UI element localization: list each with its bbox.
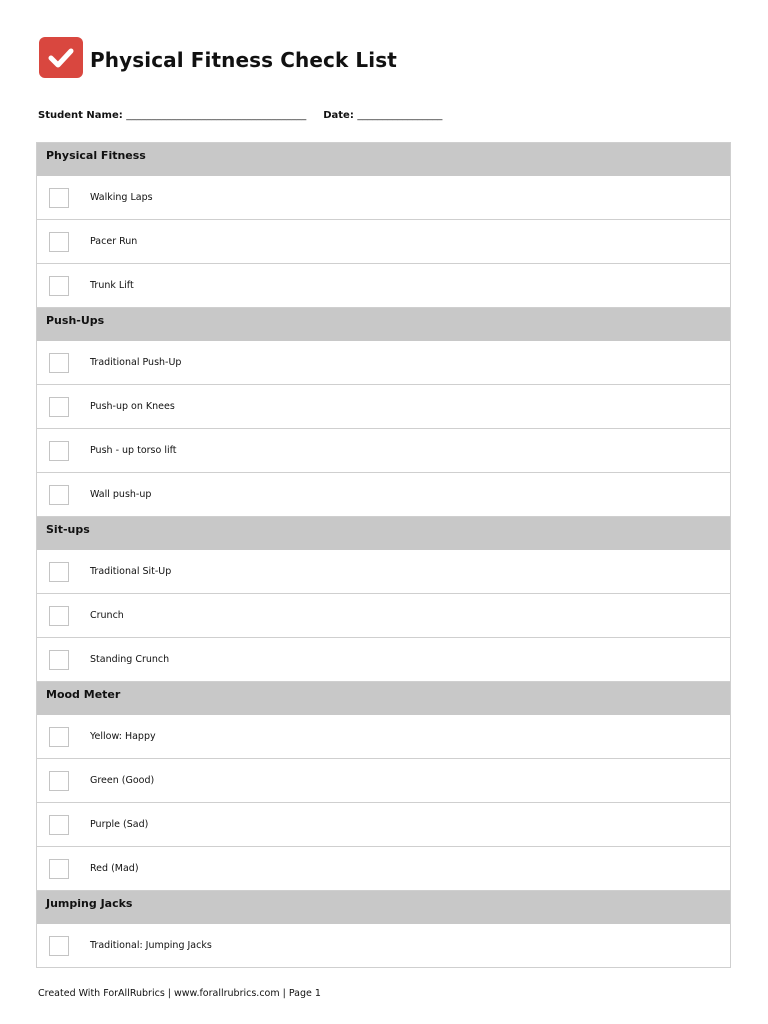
checklist-row (37, 715, 730, 759)
checklist-item-label: Standing Crunch (90, 654, 170, 665)
checkbox[interactable] (49, 441, 69, 461)
page-title: Physical Fitness Check List (90, 48, 397, 72)
checklist-row (37, 550, 730, 594)
checkbox[interactable] (49, 232, 69, 252)
checklist-item-label: Yellow: Happy (90, 731, 156, 742)
checklist-item-label: Crunch (90, 610, 124, 621)
student-name-label: Student Name: (38, 110, 123, 121)
checkbox[interactable] (49, 650, 69, 670)
section-header: Jumping Jacks (37, 891, 730, 924)
checkbox[interactable] (49, 397, 69, 417)
checklist-item-label: Traditional: Jumping Jacks (90, 940, 212, 951)
section-header: Push-Ups (37, 308, 730, 341)
meta-row (38, 110, 442, 121)
checklist-item-label: Walking Laps (90, 192, 153, 203)
checklist-row (37, 847, 730, 891)
section-header: Physical Fitness (37, 143, 730, 176)
checklist-row (37, 594, 730, 638)
checklist-row (37, 341, 730, 385)
section-header: Mood Meter (37, 682, 730, 715)
checklist-item-label: Push-up on Knees (90, 401, 175, 412)
checklist-table (36, 142, 731, 968)
checkbox[interactable] (49, 276, 69, 296)
checklist-item-label: Wall push-up (90, 489, 152, 500)
checklist-item-label: Pacer Run (90, 236, 138, 247)
section-header: Sit-ups (37, 517, 730, 550)
checkbox[interactable] (49, 353, 69, 373)
date-field[interactable]: _________________ (357, 110, 443, 121)
student-name-field[interactable]: ____________________________________ (126, 110, 307, 121)
checkmark-logo (39, 37, 83, 78)
checklist-item-label: Traditional Push-Up (90, 357, 182, 368)
checklist-item-label: Traditional Sit-Up (90, 566, 172, 577)
checkbox[interactable] (49, 562, 69, 582)
checklist-row (37, 759, 730, 803)
checkbox[interactable] (49, 815, 69, 835)
checklist-row (37, 176, 730, 220)
checklist-row (37, 638, 730, 682)
checklist-row (37, 803, 730, 847)
footer-text: Created With ForAllRubrics | www.forallrubrics.com | Page 1 (38, 988, 321, 999)
checkbox[interactable] (49, 485, 69, 505)
checklist-row (37, 385, 730, 429)
checkbox[interactable] (49, 188, 69, 208)
checklist-row (37, 473, 730, 517)
checklist-row (37, 924, 730, 968)
date-label: Date: (323, 110, 354, 121)
checklist-item-label: Push - up torso lift (90, 445, 177, 456)
checklist-item-label: Purple (Sad) (90, 819, 149, 830)
checkbox[interactable] (49, 859, 69, 879)
checkbox[interactable] (49, 771, 69, 791)
checklist-item-label: Green (Good) (90, 775, 155, 786)
checklist-row (37, 429, 730, 473)
checklist-item-label: Trunk Lift (90, 280, 134, 291)
checklist-item-label: Red (Mad) (90, 863, 139, 874)
checkmark-icon (48, 47, 74, 69)
checkbox[interactable] (49, 727, 69, 747)
checklist-row (37, 220, 730, 264)
checkbox[interactable] (49, 606, 69, 626)
checklist-row (37, 264, 730, 308)
checkbox[interactable] (49, 936, 69, 956)
